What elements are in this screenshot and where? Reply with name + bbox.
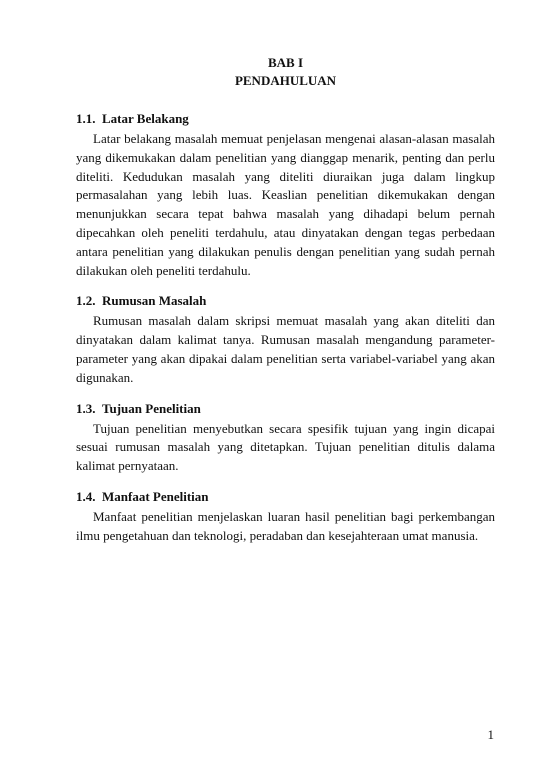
section-tujuan-penelitian (76, 400, 495, 476)
section-rumusan-masalah (76, 292, 495, 387)
page-number: 1 (487, 727, 494, 742)
section-number: 1.1. (76, 111, 96, 126)
section-heading (76, 400, 495, 418)
chapter-title: PENDAHULUAN (234, 73, 337, 88)
section-manfaat-penelitian (76, 488, 495, 546)
section-title: Tujuan Penelitian (102, 400, 201, 416)
section-title: Manfaat Penelitian (102, 488, 209, 504)
section-number: 1.4. (76, 488, 96, 504)
section-paragraph: Manfaat penelitian menjelaskan luaran hasil penelitian bagi perkembangan ilmu pengetahuan dan teknologi, peradaban dan kesejahteraan umat manusia. (76, 508, 495, 543)
section-heading (76, 488, 495, 506)
section-number: 1.2. (76, 293, 96, 309)
section-heading (76, 110, 495, 128)
section-paragraph: Latar belakang masalah memuat penjelasan mengenai alasan-alasan masalah yang dikemukakan dalam penelitian yang dianggap menarik, penting dan perlu diteliti. Kedudukan masalah yang diteliti diuraikan juga dalam lingkup permasalahan yang lebih luas. Keaslian penelitian dikemukakan dengan menunjukkan secara tepat bahwa masalah yang dihadapi belum pernah dipecahkan oleh peneliti terdahulu, atau dinyatakan dengan tegas perbedaan antara penelitian yang dilakukan penulis dengan penelitian yang sudah pernah dilakukan oleh peneliti terdahulu. (76, 131, 495, 278)
section-title: Rumusan Masalah (102, 293, 207, 309)
section-latar-belakang (76, 110, 495, 280)
chapter-number: BAB I (267, 55, 304, 70)
section-paragraph: Tujuan penelitian menyebutkan secara spesifik tujuan yang ingin dicapai sesuai rumusan masalah yang ditetapkan. Tujuan penelitian ditulis dalama kalimat pernyataan. (76, 420, 495, 474)
section-heading (76, 292, 495, 310)
section-title: Latar Belakang (102, 111, 189, 126)
document-page (76, 54, 495, 558)
section-number: 1.3. (76, 400, 96, 416)
section-paragraph: Rumusan masalah dalam skripsi memuat masalah yang akan diteliti dan dinyatakan dalam kalimat tanya. Rumusan masalah mengandung parameter-parameter yang akan dipakai dalam penelitian serta variabel-variabel yang akan digunakan. (76, 313, 495, 385)
